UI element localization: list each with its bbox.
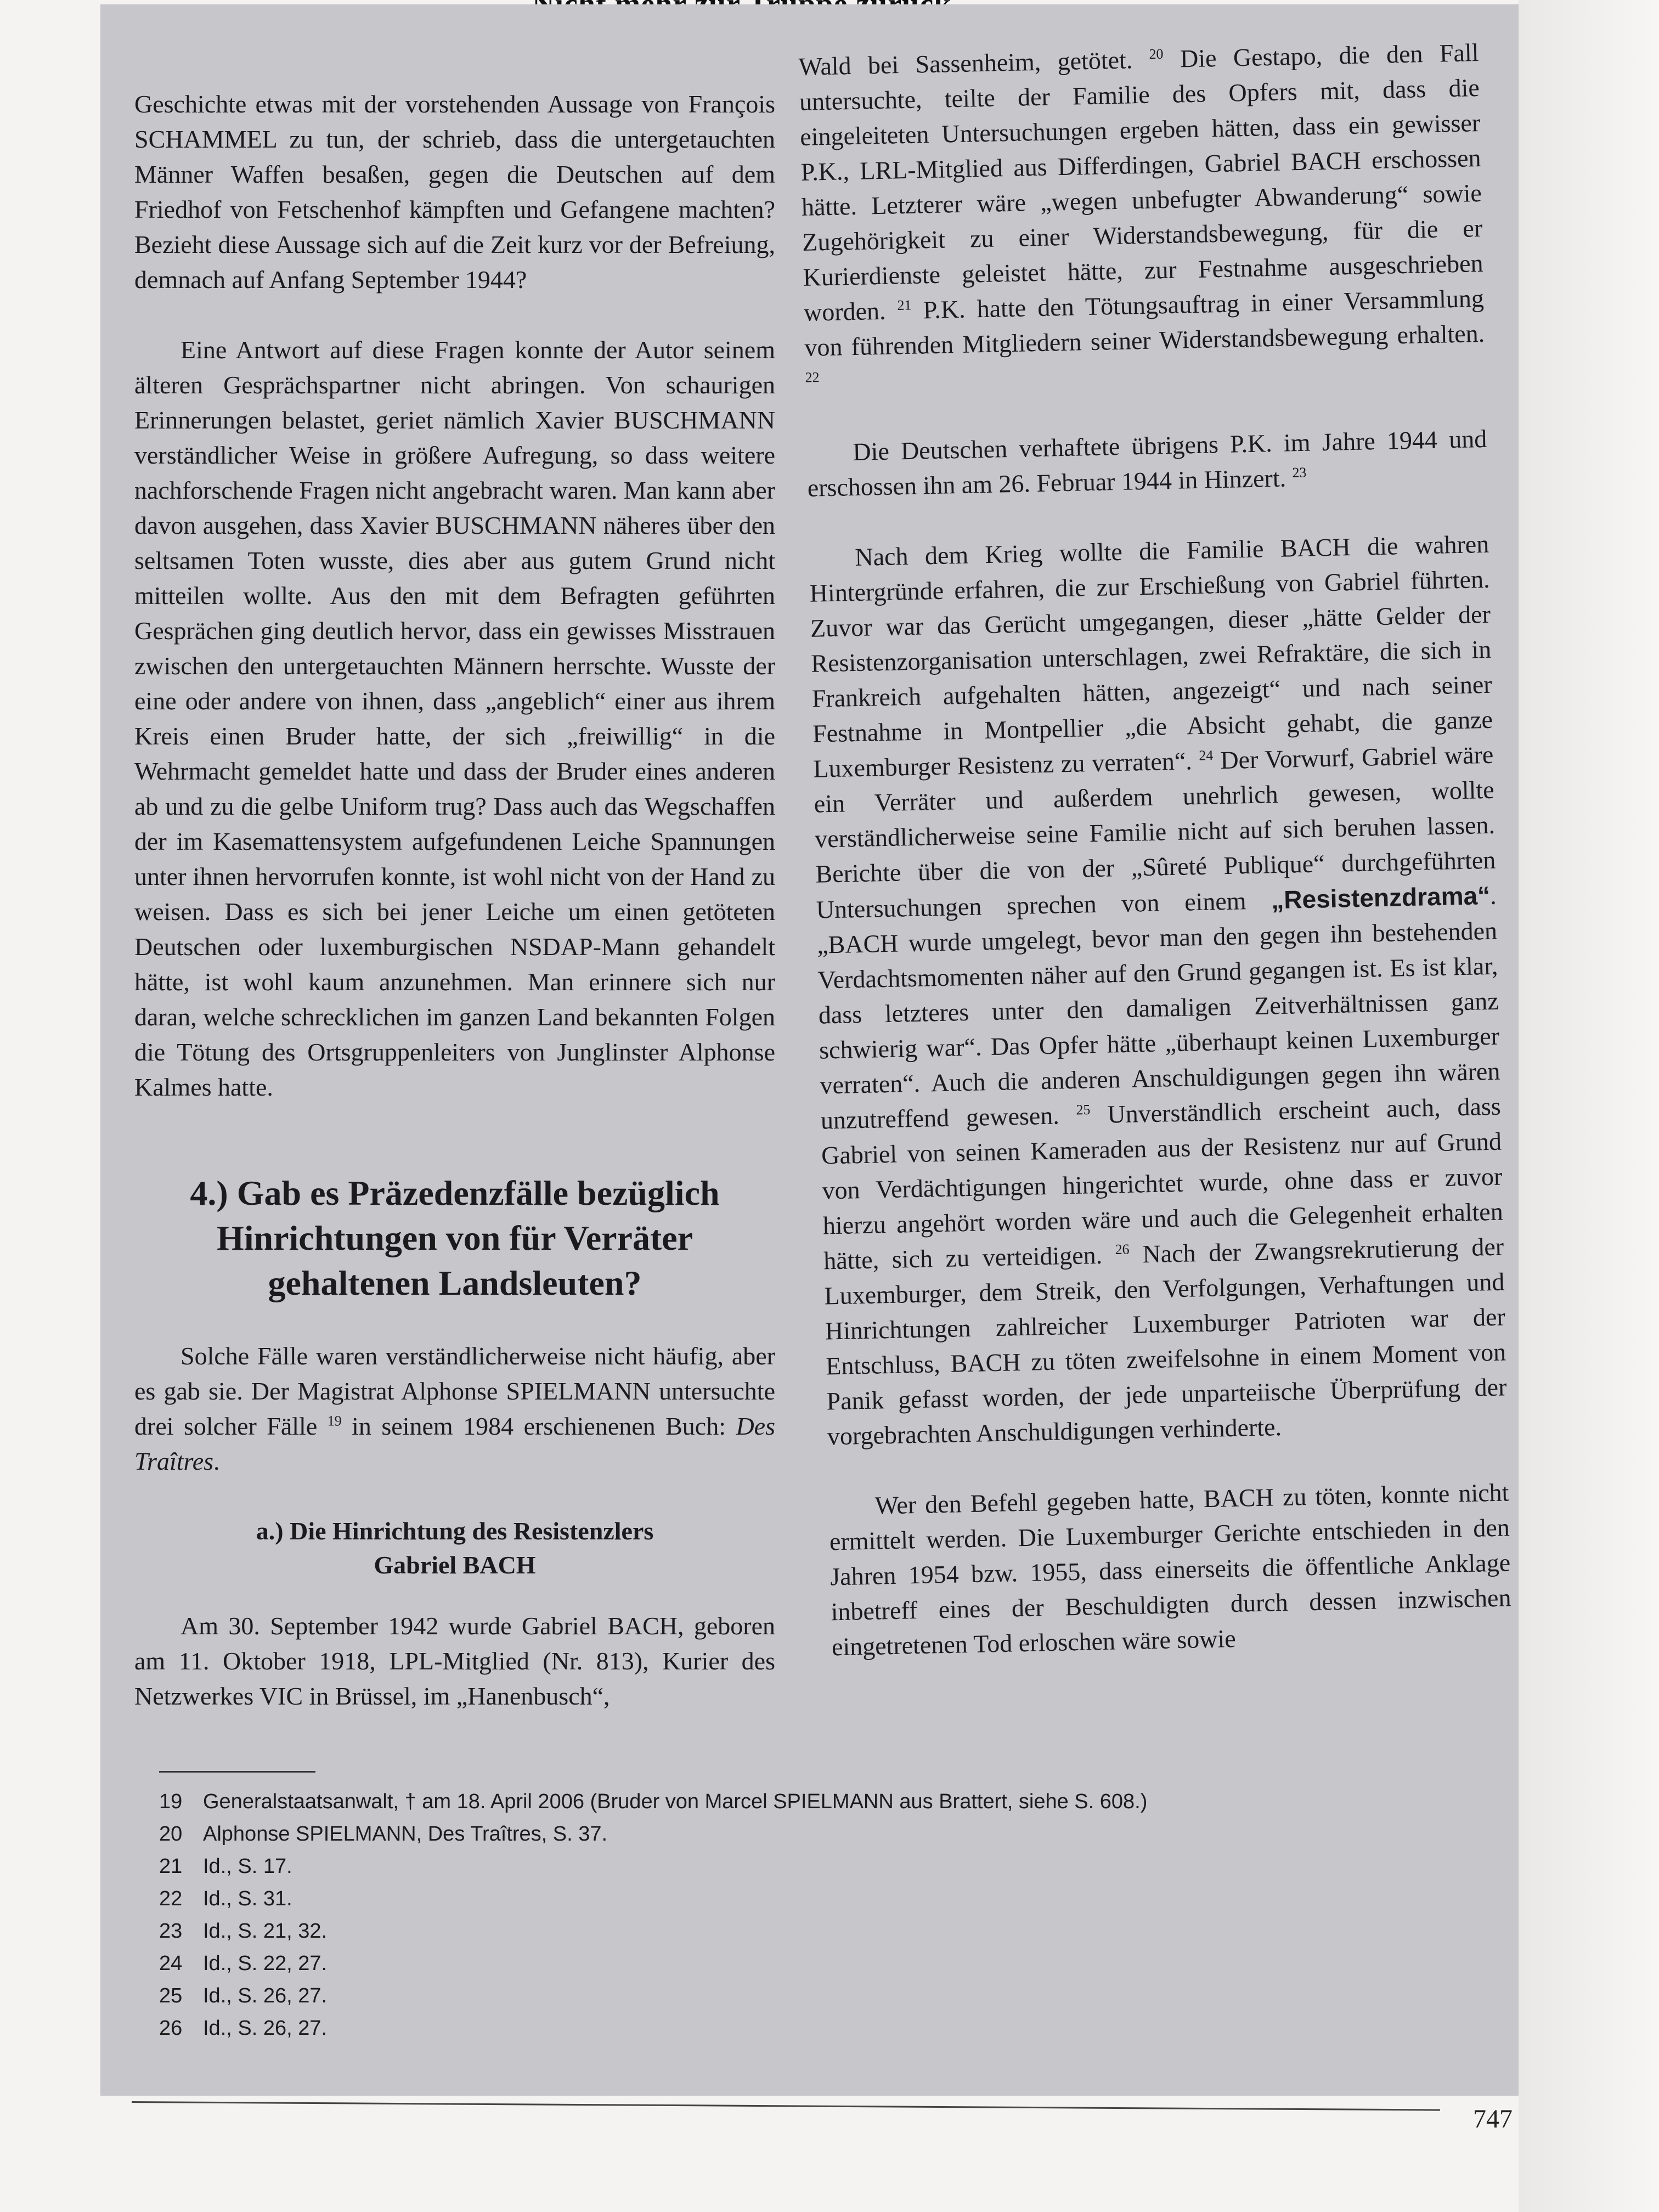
- footnote-number: 24: [159, 1952, 183, 1975]
- text-run: Solche Fälle waren verständlicherweise nicht häufig, aber es gab sie. Der Magistrat Alphonse SPIELMANN untersuchte drei solcher Fälle: [134, 1342, 775, 1440]
- paragraph: Wer den Befehl gegeben hatte, BACH zu töten, konnte nicht ermittelt werden. Die Luxemburger Gerichte entschieden in den Jahren 1954 bzw. 1955, dass einerseits die öffentliche Anklage inbetreff eines der Beschuldigten durch dessen inzwischen eingetretenen Tod erloschen wäre sowie: [829, 1478, 1511, 1661]
- footer-rule: [132, 2101, 1440, 2111]
- paragraph: [798, 35, 1486, 400]
- page-number: 747: [1473, 2104, 1513, 2134]
- footnote-ref: 25: [1076, 1101, 1091, 1118]
- footnote-number: 20: [159, 1822, 183, 1846]
- subsection-title: [134, 1514, 775, 1582]
- paragraph: Eine Antwort auf diese Fragen konnte der Autor seinem älteren Gesprächspartner nicht abringen. Von schaurigen Erinnerungen belastet, geriet nämlich Xavier BUSCHMANN verständlicher Weise in größere Aufregung, so dass weitere nachforschende Fragen nicht angebracht waren. Man kann aber davon ausgehen, dass Xavier BUSCHMANN näheres über den seltsamen Toten wusste, dies aber aus gutem Grund nicht mitteilen wollte. Aus den mit dem Befragten geführten Gesprächen ging deutlich hervor, dass ein gewisses Misstrauen zwischen den untergetauchten Männern herrschte. Wusste der eine oder andere von ihnen, dass „angeblich“ einer aus ihrem Kreis einen Bruder hatte, der sich „freiwillig“ in die Wehrmacht gemeldet hatte und dass der Bruder eines anderen ab und zu die gelbe Uniform trug? Dass auch das Wegschaffen der im Kasemattensystem aufgefundenen Leiche Spannungen unter ihnen hervorrufen konnte, ist wohl nicht von der Hand zu weisen. Dass es sich bei jener Leiche um einen getöteten Deutschen oder luxemburgischen NSDAP-Mann gehandelt hätte, ist wohl kaum anzunehmen. Man erinnere sich nur daran, welche schrecklichen im ganzen Land bekannten Folgen die Tötung des Ortsgruppenleiters von Junglinster Alphonse Kalmes hatte.: [134, 336, 775, 1101]
- section-title: 4.) Gab es Präzedenzfälle bezüglich Hinrichtungen von für Verräter gehaltenen Landsleuten?: [190, 1173, 720, 1302]
- text-run: Die Gestapo, die den Fall untersuchte, teilte der Familie des Opfers mit, dass die eingeleiteten Untersuchungen ergeben hätten, dass ein gewisser P.K., LRL-Mitglied aus Differdingen, Gabriel BACH erschossen hätte. Letzterer wäre „wegen unbefugter Abwanderung“ sowie Zugehörigkeit zu einer Widerstandsbewegung, für die er Kurierdienste geleistet hätte, zur Festnahme ausgeschrieben worden.: [799, 38, 1483, 326]
- paragraph: [134, 1339, 775, 1479]
- footnote-ref: 22: [805, 369, 820, 386]
- footnotes: [159, 1786, 1421, 2045]
- subsection-title-line: Gabriel BACH: [374, 1551, 536, 1579]
- text-run: Nach der Zwangsrekrutierung der Luxemburger, dem Streik, den Verfolgungen, Verhaftungen und Hinrichtungen zahlreicher Luxemburger Patrioten war der Entschluss, BACH zu töten zweifelsohne in einem Moment von Panik gefasst worden, der jede unparteiische Überprüfung der vorgebrachten Anschuldigungen verhinderte.: [824, 1232, 1507, 1451]
- text-run: Unverständlich erscheint auch, dass Gabriel von seinen Kameraden aus der Resistenz nur auf Grund von Verdächtigungen hingerichtet wurde, ohne dass er zuvor hierzu angehört worden wäre und auch die Gelegenheit erhalten hätte, sich zu verteidigen.: [821, 1092, 1504, 1275]
- paragraph: Am 30. September 1942 wurde Gabriel BACH, geboren am 11. Oktober 1918, LPL-Mitglied (Nr. 813), Kurier des Netzwerkes VIC in Brüssel, im „Hanenbusch“,: [134, 1612, 775, 1710]
- paragraph: [806, 421, 1488, 506]
- footnote-number: 19: [159, 1790, 183, 1813]
- text-run: Die Deutschen verhaftete übrigens P.K. im Jahre 1944 und erschossen ihn am 26. Februar 1944 in Hinzert.: [807, 424, 1487, 502]
- subsection-title-line: a.) Die Hinrichtung des Resistenzlers: [256, 1517, 654, 1545]
- page-edge: [1519, 0, 1659, 2212]
- footnote-text: Id., S. 17.: [203, 1855, 292, 1878]
- footnote-ref: 24: [1199, 747, 1214, 764]
- footnote: [159, 1948, 1421, 1980]
- book-title: Des Traîtres: [134, 1412, 775, 1475]
- footnote-text: Id., S. 26, 27.: [203, 2017, 328, 2040]
- footnote-text: Id., S. 26, 27.: [203, 1984, 328, 2007]
- footnote-text: Id., S. 31.: [203, 1887, 292, 1910]
- footnote: [159, 2012, 1421, 2045]
- footnote: [159, 1818, 1421, 1850]
- emphasis-resistenzdrama: „Resistenzdrama“: [1271, 881, 1491, 915]
- paragraph: Geschichte etwas mit der vorstehenden Aussage von François SCHAMMEL zu tun, der schrieb, dass die untergetauchten Männer Waffen besaßen, gegen die Deutschen auf dem Friedhof von Fetschenhof kämpften und Gefangene machten? Bezieht diese Aussage sich auf die Zeit kurz vor der Befreiung, demnach auf Anfang September 1944?: [134, 90, 775, 294]
- right-column: [798, 35, 1513, 1700]
- footnote-ref: 19: [327, 1413, 342, 1429]
- footnote-number: 26: [159, 2017, 183, 2040]
- footnote-number: 22: [159, 1887, 183, 1910]
- footnote: [159, 1850, 1421, 1883]
- text-run: Nach dem Krieg wollte die Familie BACH die wahren Hintergründe erfahren, die zur Erschießung von Gabriel führten. Zuvor war das Gerücht umgegangen, dieser „hätte Gelder der Resistenzorganisation unterschlagen, zwei Refraktäre, die sich in Frankreich aufgehalten hätten, angezeigt“ und nach seiner Festnahme in Montpellier „die Absicht gehabt, die ganze Luxemburger Resistenz zu verraten“.: [809, 529, 1493, 783]
- text-run: P.K. hatte den Tötungsauftrag in einer Versammlung von führenden Mitgliedern seiner Widerstandsbewegung erhalten.: [804, 284, 1485, 362]
- footnote-text: Alphonse SPIELMANN, Des Traîtres, S. 37.: [203, 1822, 608, 1846]
- footnote-text: Generalstaatsanwalt, † am 18. April 2006 (Bruder von Marcel SPIELMANN aus Brattert, siehe S. 608.): [203, 1790, 1148, 1813]
- footnote-number: 25: [159, 1984, 183, 2007]
- footnote-ref: 26: [1115, 1241, 1130, 1258]
- footnote-number: 23: [159, 1920, 183, 1943]
- footnote-ref: 20: [1149, 46, 1164, 63]
- footnote-ref: 23: [1292, 464, 1307, 481]
- footnote-rule: [159, 1771, 315, 1773]
- paragraph: [809, 527, 1508, 1454]
- footnote-text: Id., S. 21, 32.: [203, 1920, 328, 1943]
- footnote-text: Id., S. 22, 27.: [203, 1952, 328, 1975]
- text-run: Der Vorwurf, Gabriel wäre ein Verräter und außerdem unehrlich gewesen, wollte verständlicherweise seine Familie nicht auf sich beruhen lassen. Berichte über die von der „Sûreté Publique“ durchgeführten Untersuchungen sprechen von einem: [814, 740, 1496, 924]
- footnote: [159, 1883, 1421, 1915]
- footnote-ref: 21: [897, 297, 912, 313]
- text-run: Wald bei Sassenheim, getötet.: [798, 46, 1133, 81]
- footnote: [159, 1786, 1421, 1818]
- text-run: .: [213, 1447, 220, 1475]
- text-run: . „BACH wurde umgelegt, bevor man den gegen ihn bestehenden Verdachtsmomenten näher auf den Grund gegangen ist. Es ist klar, dass letzteres unter den damaligen Zeitverhältnissen ganz schwierig war“. Das Opfer hätte „überhaupt keinen Luxemburger verraten“. Auch die anderen Anschuldigungen gegen ihn wären unzutreffend gewesen.: [816, 881, 1500, 1135]
- footnote-number: 21: [159, 1855, 183, 1878]
- footnote: [159, 1980, 1421, 2012]
- footnote: [159, 1915, 1421, 1948]
- text-run: in seinem 1984 erschienenen Buch:: [352, 1412, 726, 1440]
- left-column: [134, 87, 775, 1749]
